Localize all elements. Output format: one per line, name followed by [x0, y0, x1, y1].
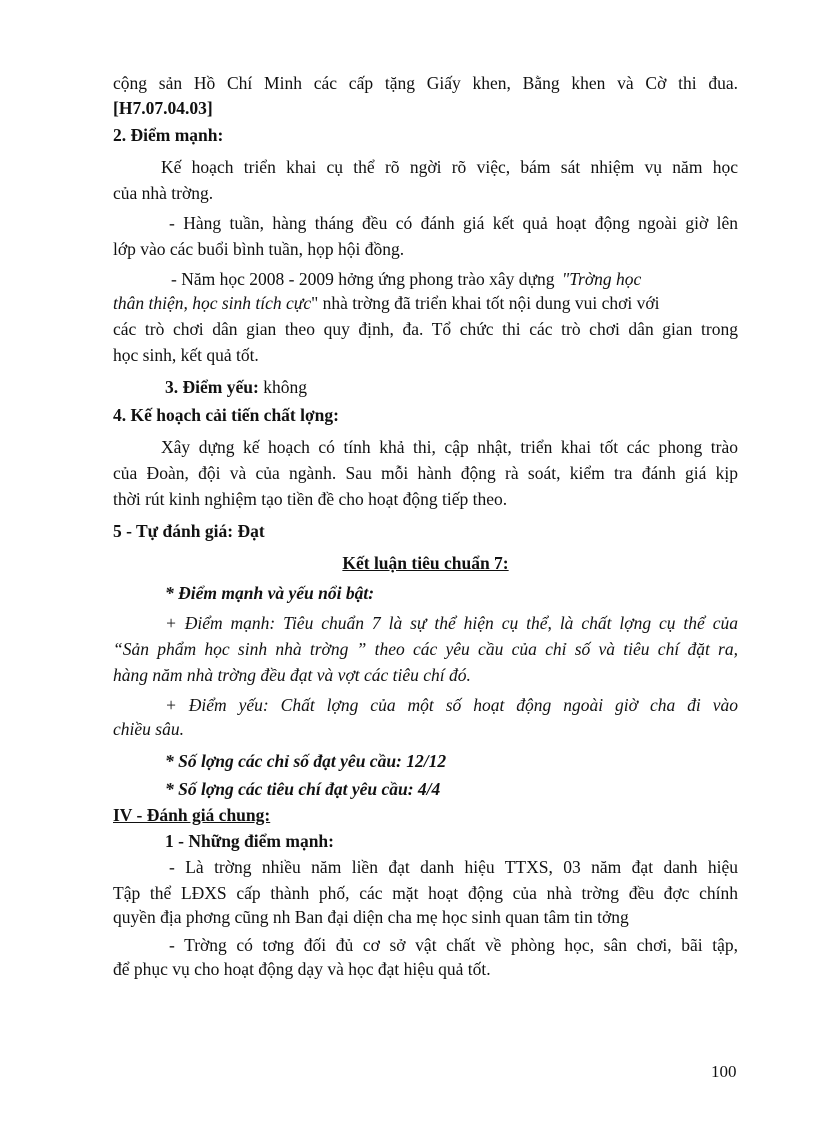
text-line: Tập thể LĐXS cấp thành phố, các mặt hoạt động của nhà trờng đều đợc chính	[113, 883, 738, 903]
text-line: “Sản phẩm học sinh nhà trờng ” theo các yêu cầu của chỉ số và tiêu chí đặt ra,	[113, 639, 738, 659]
text-line: Kế hoạch triển khai cụ thể rõ ngời rõ việc, bám sát nhiệm vụ năm học	[161, 157, 738, 177]
text-line	[171, 268, 641, 290]
count-line: * Số lợng các chỉ số đạt yêu cầu: 12/12	[165, 751, 447, 771]
count-line: * Số lợng các tiêu chí đạt yêu cầu: 4/4	[165, 779, 441, 799]
text-line: hàng năm nhà trờng đều đạt và vợt các tiêu chí đó.	[113, 665, 471, 685]
text-line: - Là trờng nhiều năm liền đạt danh hiệu TTXS, 03 năm đạt danh hiệu	[169, 857, 738, 877]
text-line: thời rút kinh nghiệm tạo tiền đề cho hoạt động tiếp theo.	[113, 489, 508, 509]
text-line: các trò chơi dân gian theo quy định, đa. Tổ chức thi các trò chơi dân gian trong	[113, 319, 738, 339]
text-line: quyền địa phơng cũng nh Ban đại diện cha mẹ học sinh quan tâm tin tởng	[113, 907, 629, 927]
text-run: - Năm học 2008 - 2009 hởng ứng phong trào xây dựng	[171, 269, 555, 289]
text-line: Xây dựng kế hoạch có tính khả thi, cập nhật, triển khai tốt các phong trào	[161, 437, 738, 457]
weakness-line	[165, 376, 307, 398]
conclusion-title: Kết luận tiêu chuẩn 7:	[342, 553, 509, 573]
text-line: + Điểm yếu: Chất lợng của một số hoạt động ngoài giờ cha đi vào	[165, 695, 738, 715]
section-heading: 4. Kế hoạch cải tiến chất lợng:	[113, 405, 339, 425]
text-line: của Đoàn, đội và của ngành. Sau mỗi hành động rà soát, kiểm tra đánh giá kịp	[113, 463, 738, 483]
page-number: 100	[711, 1062, 737, 1081]
italic-run: "Trờng học	[561, 269, 642, 289]
subheading: * Điểm mạnh và yếu nổi bật:	[165, 583, 375, 603]
text-run: " nhà trờng đã triển khai tốt nội dung vui chơi với	[311, 293, 660, 313]
text-line: chiều sâu.	[113, 719, 184, 739]
text-line: học sinh, kết quả tốt.	[113, 345, 259, 365]
text-line: + Điểm mạnh: Tiêu chuẩn 7 là sự thể hiện cụ thể, là chất lợng cụ thể của	[165, 613, 738, 633]
section-heading: 5 - Tự đánh giá: Đạt	[113, 521, 265, 541]
text-line: - Trờng có tơng đối đủ cơ sở vật chất về phòng học, sân chơi, bãi tập,	[169, 935, 738, 955]
text-line: của nhà trờng.	[113, 183, 214, 203]
text-line: cộng sản Hồ Chí Minh các cấp tặng Giấy khen, Bằng khen và Cờ thi đua.	[113, 73, 738, 93]
section-heading: 3. Điểm yếu:	[165, 377, 259, 397]
section-heading: IV - Đánh giá chung:	[113, 805, 271, 825]
text-line: để phục vụ cho hoạt động dạy và học đạt hiệu quả tốt.	[113, 959, 491, 979]
text-line: - Hàng tuần, hàng tháng đều có đánh giá kết quả hoạt động ngoài giờ lên	[169, 213, 738, 233]
subheading: 1 - Những điểm mạnh:	[165, 831, 334, 851]
italic-run: thân thiện, học sinh tích cực	[113, 293, 312, 313]
text-run: không	[258, 377, 307, 397]
evidence-code: [H7.07.04.03]	[113, 98, 213, 118]
text-line	[113, 292, 660, 314]
section-heading: 2. Điểm mạnh:	[113, 125, 224, 145]
text-line: lớp vào các buổi bình tuần, họp hội đồng.	[113, 239, 405, 259]
